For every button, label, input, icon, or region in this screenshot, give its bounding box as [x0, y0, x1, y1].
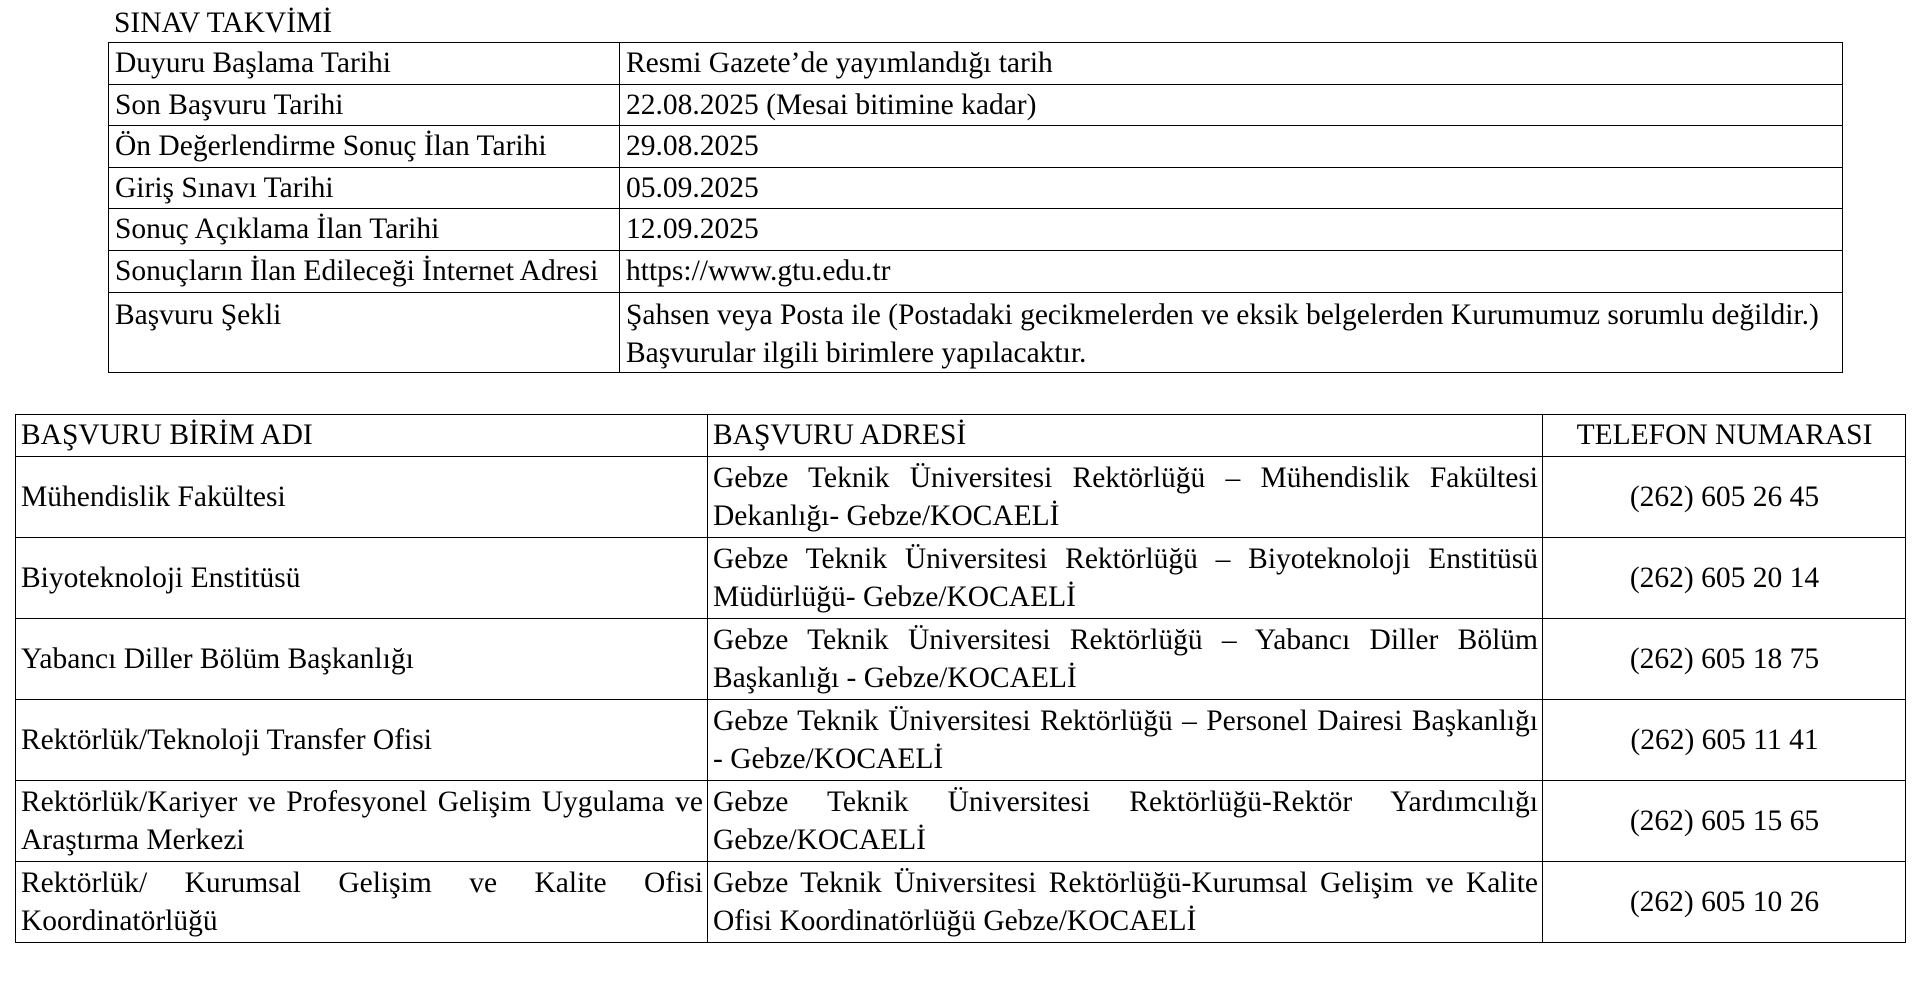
unit-cell [16, 862, 708, 943]
schedule-label: Son Başvuru Tarihi [115, 88, 344, 121]
address-cell [708, 781, 1543, 862]
phone-number: (262) 605 18 75 [1629, 642, 1820, 675]
address-cell [708, 700, 1543, 781]
schedule-label: Giriş Sınavı Tarihi [115, 171, 334, 204]
address-line: Gebze/KOCAELİ [713, 824, 926, 856]
address-cell [708, 457, 1543, 538]
address-line: Ofisi Koordinatörlüğü Gebze/KOCAELİ [713, 905, 1197, 937]
schedule-value-cell [620, 168, 1843, 210]
unit-cell [16, 619, 708, 700]
phone-number: (262) 605 26 45 [1629, 480, 1820, 513]
address-line: Gebze Teknik Üniversitesi Rektörlüğü – Mühendislik Fakültesi [713, 461, 1538, 494]
schedule-label-cell [109, 43, 620, 85]
header-address [708, 415, 1543, 457]
schedule-table [108, 42, 1843, 373]
unit-cell [16, 538, 708, 619]
address-line: Gebze Teknik Üniversitesi Rektörlüğü – Personel Dairesi Başkanlığı [713, 704, 1538, 737]
schedule-value: 05.09.2025 [626, 171, 759, 204]
schedule-label-cell [109, 126, 620, 168]
phone-cell [1543, 862, 1906, 943]
phone-cell [1543, 457, 1906, 538]
unit-name: Yabancı Diller Bölüm Başkanlığı [21, 642, 414, 675]
schedule-label: Sonuç Açıklama İlan Tarihi [115, 213, 440, 246]
phone-number: (262) 605 15 65 [1629, 804, 1820, 837]
header-address-label: BAŞVURU ADRESİ [713, 419, 967, 452]
schedule-value-cell [620, 293, 1843, 374]
schedule-label: Sonuçların İlan Edileceği İnternet Adresi [115, 255, 599, 288]
schedule-label-cell [109, 293, 620, 374]
phone-cell [1543, 619, 1906, 700]
unit-name-line: Koordinatörlüğü [21, 905, 218, 937]
phone-cell [1543, 781, 1906, 862]
schedule-value: 22.08.2025 (Mesai bitimine kadar) [626, 88, 1037, 121]
unit-name: Biyoteknoloji Enstitüsü [21, 561, 301, 594]
website-address: https://www.gtu.edu.tr [626, 255, 891, 288]
schedule-label-cell [109, 168, 620, 210]
schedule-label-cell [109, 85, 620, 127]
unit-cell [16, 700, 708, 781]
schedule-label-cell [109, 209, 620, 251]
schedule-label: Başvuru Şekli [115, 298, 282, 331]
phone-number: (262) 605 10 26 [1629, 885, 1820, 918]
address-line: Müdürlüğü- Gebze/KOCAELİ [713, 581, 1076, 613]
schedule-value: 29.08.2025 [626, 130, 759, 163]
unit-cell [16, 457, 708, 538]
phone-cell [1543, 700, 1906, 781]
schedule-value-cell [620, 209, 1843, 251]
address-line: Gebze Teknik Üniversitesi Rektörlüğü – Biyoteknoloji Enstitüsü [713, 542, 1538, 575]
header-unit [16, 415, 708, 457]
schedule-value-cell [620, 126, 1843, 168]
header-unit-label: BAŞVURU BİRİM ADI [21, 419, 313, 452]
schedule-value-cell [620, 251, 1843, 293]
header-phone-label: TELEFON NUMARASI [1576, 419, 1873, 452]
schedule-label-cell [109, 251, 620, 293]
address-line: - Gebze/KOCAELİ [713, 743, 944, 775]
schedule-value-line: Şahsen veya Posta ile (Postadaki gecikmelerden ve eksik belgelerden Kurumumuz sorumlu değildir.) [626, 298, 1819, 331]
page-title: SINAV TAKVİMİ [114, 7, 333, 39]
schedule-value-cell [620, 43, 1843, 85]
unit-name-line: Rektörlük/Kariyer ve Profesyonel Gelişim Uygulama ve [21, 785, 703, 818]
unit-name-line: Araştırma Merkezi [21, 824, 245, 856]
unit-cell [16, 781, 708, 862]
address-line: Gebze Teknik Üniversitesi Rektörlüğü-Rektör Yardımcılığı [713, 785, 1538, 818]
phone-number: (262) 605 11 41 [1630, 723, 1819, 756]
applications-table [15, 414, 1906, 943]
header-phone [1543, 415, 1906, 457]
schedule-value: Resmi Gazete’de yayımlandığı tarih [626, 47, 1053, 80]
address-line: Gebze Teknik Üniversitesi Rektörlüğü – Yabancı Diller Bölüm [713, 623, 1538, 656]
address-cell [708, 862, 1543, 943]
address-line: Gebze Teknik Üniversitesi Rektörlüğü-Kurumsal Gelişim ve Kalite [713, 866, 1538, 899]
address-line: Dekanlığı- Gebze/KOCAELİ [713, 500, 1060, 532]
schedule-value: 12.09.2025 [626, 213, 759, 246]
address-line: Başkanlığı - Gebze/KOCAELİ [713, 662, 1077, 694]
unit-name-line: Rektörlük/ Kurumsal Gelişim ve Kalite Ofisi [21, 866, 703, 899]
unit-name: Mühendislik Fakültesi [21, 480, 286, 513]
schedule-value-line: Başvurular ilgili birimlere yapılacaktır. [626, 337, 1087, 370]
phone-number: (262) 605 20 14 [1629, 561, 1820, 594]
schedule-label: Ön Değerlendirme Sonuç İlan Tarihi [115, 130, 547, 163]
address-cell [708, 538, 1543, 619]
schedule-value-cell [620, 85, 1843, 127]
address-cell [708, 619, 1543, 700]
phone-cell [1543, 538, 1906, 619]
unit-name: Rektörlük/Teknoloji Transfer Ofisi [21, 723, 432, 756]
schedule-label: Duyuru Başlama Tarihi [115, 47, 391, 80]
